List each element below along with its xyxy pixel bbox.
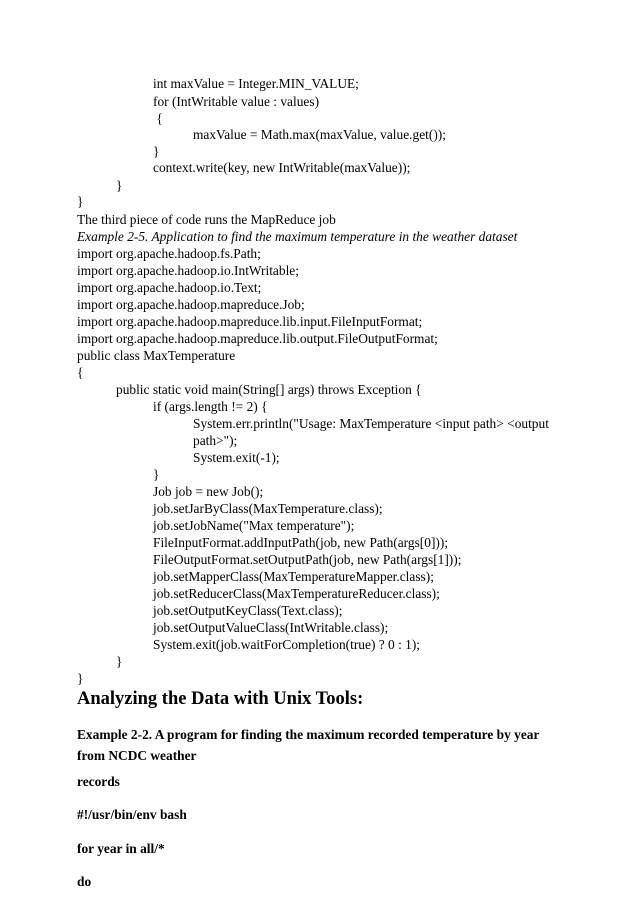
code-line: {: [153, 111, 163, 126]
code-line: }: [77, 671, 84, 686]
code-line: for (IntWritable value : values): [153, 94, 320, 109]
code-line: path>");: [193, 433, 238, 448]
code-line: System.err.println("Usage: MaxTemperature <input path> <output: [193, 416, 549, 431]
code-line: if (args.length != 2) {: [153, 399, 268, 414]
code-line: {: [77, 365, 84, 380]
code-line: Job job = new Job();: [153, 484, 264, 499]
code-line: import org.apache.hadoop.mapreduce.Job;: [77, 297, 305, 312]
code-line: job.setJarByClass(MaxTemperature.class);: [153, 501, 383, 516]
code-line: import org.apache.hadoop.mapreduce.lib.output.FileOutputFormat;: [77, 331, 438, 346]
code-line: FileOutputFormat.setOutputPath(job, new Path(args[1]));: [153, 552, 462, 567]
code-line: }: [77, 194, 84, 209]
code-line: job.setOutputKeyClass(Text.class);: [153, 603, 343, 618]
code-line: public static void main(String[] args) throws Exception {: [116, 382, 422, 397]
unix-example-caption: Example 2-2. A program for finding the maximum recorded temperature by year from NCDC weather: [77, 727, 540, 763]
code-line: job.setReducerClass(MaxTemperatureReducer.class);: [153, 586, 440, 601]
code-line: System.exit(job.waitForCompletion(true) ? 0 : 1);: [153, 637, 421, 652]
code-line: import org.apache.hadoop.io.Text;: [77, 280, 262, 295]
example-caption: Example 2-5. Application to find the maximum temperature in the weather dataset: [77, 229, 518, 244]
unix-do-line: do: [77, 874, 92, 889]
code-line: }: [153, 467, 160, 482]
code-line: }: [153, 144, 160, 159]
code-line: context.write(key, new IntWritable(maxValue));: [153, 160, 411, 175]
code-line: public class MaxTemperature: [77, 348, 236, 363]
code-line: maxValue = Math.max(maxValue, value.get());: [193, 127, 446, 142]
code-line: }: [116, 178, 123, 193]
section-heading: Analyzing the Data with Unix Tools:: [77, 689, 364, 709]
unix-shebang-line: #!/usr/bin/env bash: [77, 807, 187, 822]
code-line: import org.apache.hadoop.io.IntWritable;: [77, 263, 299, 278]
unix-records-text: records: [77, 774, 120, 789]
code-line: FileInputFormat.addInputPath(job, new Path(args[0]));: [153, 535, 449, 550]
code-line: }: [116, 654, 123, 669]
code-line: job.setOutputValueClass(IntWritable.class);: [153, 620, 389, 635]
code-line: System.exit(-1);: [193, 450, 280, 465]
code-line: job.setJobName("Max temperature");: [153, 518, 355, 533]
code-line: int maxValue = Integer.MIN_VALUE;: [153, 76, 359, 91]
unix-for-line: for year in all/*: [77, 841, 165, 856]
code-line: import org.apache.hadoop.mapreduce.lib.input.FileInputFormat;: [77, 314, 423, 329]
code-line: import org.apache.hadoop.fs.Path;: [77, 246, 261, 261]
code-line: job.setMapperClass(MaxTemperatureMapper.class);: [153, 569, 434, 584]
intro-text: The third piece of code runs the MapReduce job: [77, 212, 336, 227]
